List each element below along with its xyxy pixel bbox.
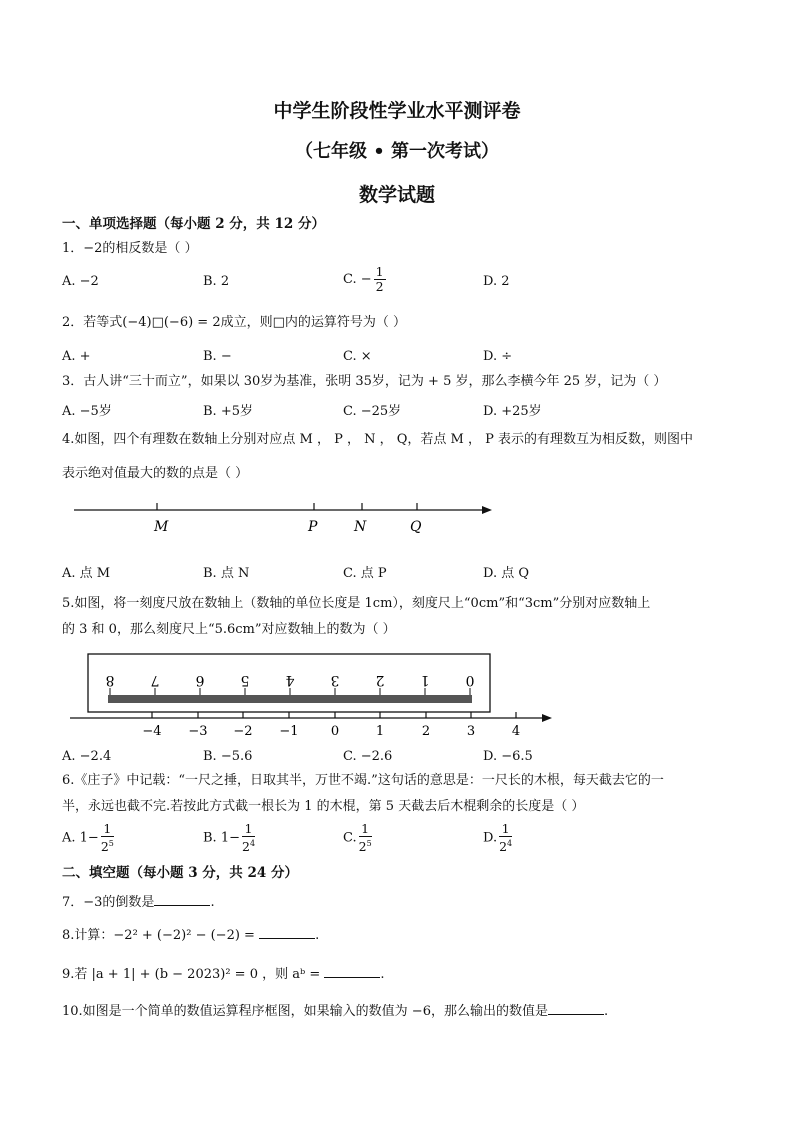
ruler-scale-bar (108, 695, 472, 703)
q3-option-b: B. +5岁 (203, 404, 253, 419)
ruler-mark-6: 6 (195, 672, 205, 688)
answer-blank[interactable] (548, 1002, 604, 1015)
q6-option-a: A. 1− $\frac{1}{2^5}$ (62, 821, 114, 855)
axis-label-neg4: −4 (142, 724, 162, 739)
question-5-stem-line1: 5.如图，将一刻度尺放在数轴上（数轴的单位长度是 1cm），刻度尺上“0cm”和“3cm”分别对应数轴上 (62, 596, 651, 611)
number-line-figure (62, 495, 502, 540)
q4-option-a: A. 点 M (62, 566, 111, 581)
q1-option-c: C. − $\frac{1}{2}$ (343, 264, 384, 294)
q6-option-d: D. $\frac{1}{2^4}$ (483, 821, 513, 855)
ruler-mark-5: 5 (240, 672, 250, 688)
answer-blank[interactable] (154, 893, 210, 906)
q5-option-a: A. −2.4 (62, 749, 112, 764)
question-9: 9.若 |a + 1| + (b − 2023)² = 0 ，则 aᵇ = . (62, 967, 385, 982)
q5-option-d: D. −6.5 (483, 749, 533, 764)
q2-option-c: C. × (343, 349, 372, 364)
axis-label-neg1: −1 (279, 724, 299, 739)
ruler-mark-7: 7 (150, 672, 160, 688)
number-axis-arrowhead (542, 714, 552, 722)
question-4-stem-line1: 4.如图，四个有理数在数轴上分别对应点 M ， P ， N ， Q，若点 M ， P 表示的有理数互为相反数，则图中 (62, 432, 694, 447)
subject-title: 数学试题 (358, 184, 435, 206)
question-4-stem-line2: 表示绝对值最大的数的点是（ ） (62, 466, 249, 481)
section-heading-fill-blank: 二、填空题（每小题 3 分，共 24 分） (62, 865, 298, 881)
ruler-mark-4: 4 (285, 672, 295, 688)
q1-option-b: B. 2 (203, 274, 230, 289)
q3-option-a: A. −5岁 (62, 404, 112, 419)
fraction-denominator: 2 (375, 279, 384, 294)
answer-blank[interactable] (259, 926, 315, 939)
ruler-mark-8: 8 (105, 672, 115, 688)
ruler-mark-0: 0 (465, 672, 475, 688)
point-label-n: N (354, 519, 367, 535)
axis-label-1: 1 (375, 724, 385, 739)
question-10: 10.如图是一个简单的数值运算程序框图，如果输入的数值为 −6，那么输出的数值是 . (62, 1004, 609, 1019)
axis-label-2: 2 (421, 724, 431, 739)
section-heading-choice: 一、单项选择题（每小题 2 分，共 12 分） (62, 216, 325, 232)
axis-arrowhead (482, 506, 492, 514)
exam-title: 中学生阶段性学业水平测评卷 (273, 100, 521, 122)
question-5-stem-line2: 的 3 和 0，那么刻度尺上“5.6cm”对应数轴上的数为（ ） (62, 622, 396, 637)
point-label-q: Q (410, 519, 422, 535)
ruler-mark-3: 3 (330, 672, 340, 688)
ruler-mark-1: 1 (420, 672, 430, 688)
ruler-mark-2: 2 (375, 672, 385, 688)
q2-option-a: A. + (62, 349, 91, 364)
q5-option-c: C. −2.6 (343, 749, 393, 764)
question-7: 7．−3的倒数是 . (62, 895, 215, 910)
q4-option-d: D. 点 Q (483, 566, 530, 581)
axis-label-4: 4 (511, 724, 521, 739)
q6-option-b: B. 1− $\frac{1}{2^4}$ (203, 821, 256, 855)
axis-label-neg3: −3 (188, 724, 208, 739)
axis-label-3: 3 (466, 724, 476, 739)
exam-subtitle: （七年级 • 第一次考试） (294, 141, 500, 162)
ruler-number-line-figure (62, 650, 562, 740)
axis-label-neg2: −2 (233, 724, 253, 739)
point-label-p: P (308, 519, 318, 535)
q4-option-c: C. 点 P (343, 566, 387, 581)
q1-option-d: D. 2 (483, 274, 510, 289)
q5-option-b: B. −5.6 (203, 749, 253, 764)
question-6-stem-line2: 半，永远也截不完.若按此方式截一根长为 1 的木棍，第 5 天截去后木棍剩余的长度是（ ） (62, 799, 585, 814)
q6-option-c: C. $\frac{1}{2^5}$ (343, 821, 372, 855)
question-3-stem: 3．古人讲“三十而立”，如果以 30岁为基准，张明 35岁，记为 + 5 岁，那么李横今年 25 岁，记为（ ） (62, 374, 667, 389)
axis-label-0: 0 (330, 724, 340, 739)
q2-option-d: D. ÷ (483, 349, 513, 364)
q3-option-d: D. +25岁 (483, 404, 542, 419)
question-8: 8.计算：−2² + (−2)² − (−2) = . (62, 928, 320, 943)
q3-option-c: C. −25岁 (343, 404, 402, 419)
q2-option-b: B. − (203, 349, 232, 364)
number-axis-ticks (152, 712, 516, 718)
q1-option-a: A. −2 (62, 274, 99, 289)
fraction-numerator: 1 (375, 264, 384, 279)
question-1-stem: 1．−2的相反数是（ ） (62, 241, 198, 256)
answer-blank[interactable] (324, 965, 380, 978)
question-6-stem-line1: 6.《庄子》中记载：“一尺之捶，日取其半，万世不竭.”这句话的意思是：一尺长的木根，每天截去它的一 (62, 773, 664, 788)
q4-option-b: B. 点 N (203, 566, 250, 581)
question-2-stem: 2．若等式(−4)□(−6) = 2成立，则□内的运算符号为（ ） (62, 315, 407, 330)
point-label-m: M (154, 519, 169, 535)
